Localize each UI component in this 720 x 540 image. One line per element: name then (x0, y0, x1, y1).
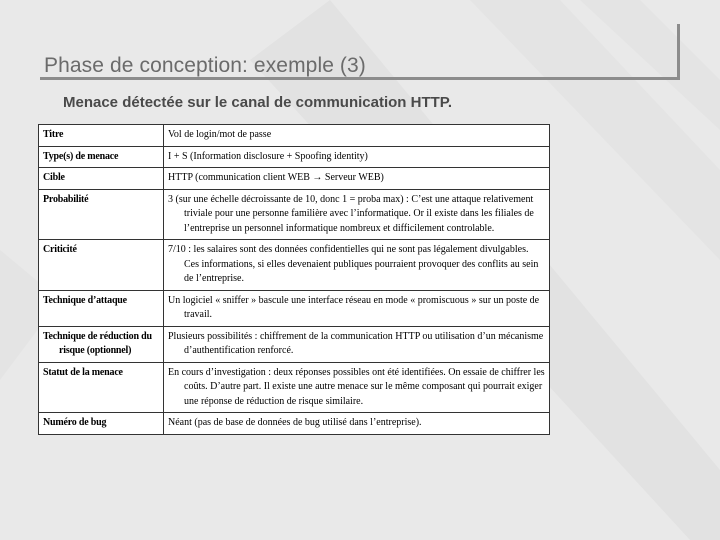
row-label: Type(s) de menace (39, 146, 164, 168)
row-label: Technique d’attaque (39, 290, 164, 326)
table-row (39, 189, 550, 240)
table-row (39, 240, 550, 291)
row-value: 3 (sur une échelle décroissante de 10, donc 1 = proba max) : C’est une attaque relativement triviale pour une personne familière avec l’informatique. Or il existe dans les filiales de l’entreprise un personnel informatique nombreux et difficilement controlable. (164, 189, 550, 240)
row-value: Vol de login/mot de passe (164, 125, 550, 147)
row-label: Cible (39, 168, 164, 190)
row-label: Titre (39, 125, 164, 147)
table-row (39, 125, 550, 147)
row-value: Néant (pas de base de données de bug utilisé dans l’entreprise). (164, 413, 550, 435)
row-value: HTTP (communication client WEB → Serveur WEB) (164, 168, 550, 190)
row-label: Statut de la menace (39, 362, 164, 413)
table-row (39, 362, 550, 413)
slide-subtitle: Menace détectée sur le canal de communication HTTP. (63, 94, 453, 111)
slide-title: Phase de conception: exemple (3) (44, 54, 366, 77)
table-row (39, 413, 550, 435)
table-row (39, 146, 550, 168)
row-label: Numéro de bug (39, 413, 164, 435)
row-value: 7/10 : les salaires sont des données confidentielles qui ne sont pas légalement divulgables. Ces informations, si elles devenaient publiques pourraient provoquer des conflits au sein de l’entreprise. (164, 240, 550, 291)
row-value: Un logiciel « sniffer » bascule une interface réseau en mode « promiscuous » sur un poste de travail. (164, 290, 550, 326)
row-label: Technique de réduction du risque (optionnel) (39, 326, 164, 362)
threat-table (38, 124, 550, 435)
row-value: I + S (Information disclosure + Spoofing identity) (164, 146, 550, 168)
table-row (39, 326, 550, 362)
table-row (39, 168, 550, 190)
row-label: Probabilité (39, 189, 164, 240)
row-label: Criticité (39, 240, 164, 291)
row-value: En cours d’investigation : deux réponses possibles ont été identifiées. On essaie de chiffrer les coûts. D’autre part. Il existe une autre menace sur le même composant qui pourrait exiger une réponse de réduction de risque similaire. (164, 362, 550, 413)
table-row (39, 290, 550, 326)
row-value: Plusieurs possibilités : chiffrement de la communication HTTP ou utilisation d’un mécanisme d’authentification renforcé. (164, 326, 550, 362)
